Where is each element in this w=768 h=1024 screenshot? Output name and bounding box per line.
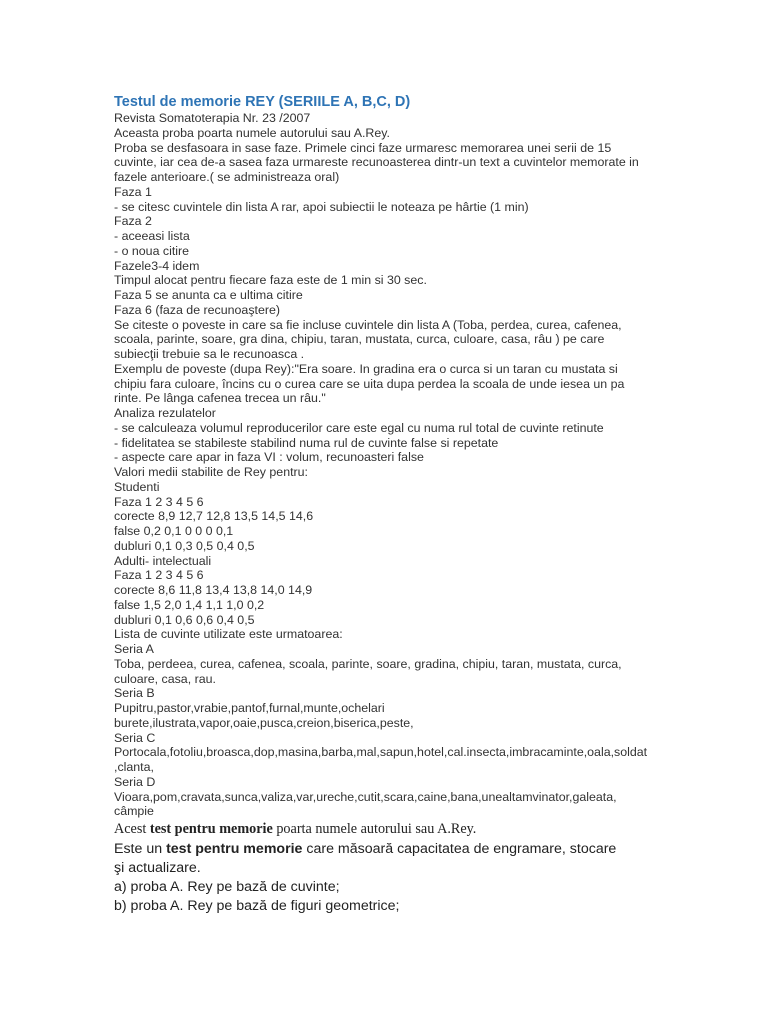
text-line: Faza 6 (faza de recunoaştere) (114, 302, 280, 317)
text-line: corecte 8,9 12,7 12,8 13,5 14,5 14,6 (114, 509, 314, 524)
text-line: Faza 5 se anunta ca e ultima citire (114, 288, 303, 302)
text-line: Fazele3-4 idem (114, 258, 200, 273)
serif-bold: test pentru memorie (149, 821, 273, 837)
text-line: - se calculeaza volumul reproducerilor care este egal cu numa rul total de cuvinte retinute (114, 420, 604, 435)
text-line: burete,ilustrata,vapor,oaie,pusca,creion,biserica,peste, (114, 715, 414, 730)
text-line: Faza 2 (114, 214, 152, 229)
text-line: Studenti (114, 479, 160, 494)
text-line: corecte 8,6 11,8 13,4 13,8 14,0 14,9 (114, 583, 313, 597)
text-line: dubluri 0,1 0,3 0,5 0,4 0,5 (114, 538, 255, 553)
text-line: - se citesc cuvintele din lista A rar, apoi subiectii le noteaza pe hârtie (1 min) (114, 199, 529, 214)
text-line: - o noua citire (114, 243, 190, 258)
document-body (114, 111, 659, 819)
serif-pre: Acest (114, 821, 150, 837)
text-line: Seria B (114, 686, 155, 701)
text-line: scoala, parinte, soare, gra dina, chipiu, taran, mustata, curca, culoare, casa, râu ) pe care (114, 332, 605, 347)
text-line: câmpie (114, 804, 154, 819)
definition-bold: test pentru memorie (166, 841, 303, 857)
text-line: - aspecte care apar in faza VI : volum, recunoasteri false (114, 450, 424, 465)
text-line: Analiza rezulatelor (114, 406, 216, 420)
text-line: - aceeasi lista (114, 229, 190, 243)
text-line: false 1,5 2,0 1,4 1,1 1,0 0,2 (114, 597, 265, 612)
text-line: Seria D (114, 774, 156, 789)
text-line: Valori medii stabilite de Rey pentru: (114, 465, 308, 479)
definition-line-2: şi actualizare. (114, 860, 201, 876)
text-line: Seria A (114, 642, 154, 656)
definition-line-1 (114, 840, 659, 859)
text-line: false 0,2 0,1 0 0 0 0,1 (114, 524, 234, 538)
text-line: Faza 1 (114, 184, 152, 199)
text-line: subiecţii trebuie sa le recunoasca . (114, 347, 305, 361)
text-line: fazele anterioare.( se administreaza oral) (114, 170, 340, 184)
text-line: Portocala,fotoliu,broasca,dop,masina,barba,mal,sapun,hotel,cal.insecta,imbracaminte,oala,soldat (114, 745, 648, 760)
serif-paragraph (114, 821, 659, 838)
text-line: Faza 1 2 3 4 5 6 (114, 568, 204, 583)
definition-pre: Este un (114, 841, 167, 857)
text-line: Exemplu de poveste (dupa Rey):"Era soare. In gradina era o curca si un taran cu mustata si (114, 361, 618, 376)
text-line: Adulti- intelectuali (114, 553, 212, 568)
text-line: cuvinte, iar cea de-a sasea faza urmareste recunoasterea dintr-un text a cuvintelor memorate in (114, 155, 639, 170)
definition-block (114, 840, 659, 916)
serif-post: poarta numele autorului sau A.Rey. (272, 821, 477, 837)
text-line: Timpul alocat pentru fiecare faza este de 1 min si 30 sec. (114, 273, 427, 288)
text-line: Pupitru,pastor,vrabie,pantof,furnal,munte,ochelari (114, 701, 385, 715)
list-item-b: b) proba A. Rey pe bază de figuri geometrice; (114, 898, 400, 914)
list-item-a: a) proba A. Rey pe bază de cuvinte; (114, 879, 340, 895)
text-line: Se citeste o poveste in care sa fie incluse cuvintele din lista A (Toba, perdea, curea, cafenea, (114, 317, 622, 332)
text-line: Lista de cuvinte utilizate este urmatoarea: (114, 627, 343, 642)
document-title: Testul de memorie REY (SERIILE A, B,C, D) (114, 94, 411, 110)
text-line: Aceasta proba poarta numele autorului sau A.Rey. (114, 125, 390, 140)
text-line: Revista Somatoterapia Nr. 23 /2007 (114, 111, 311, 125)
text-line: rinte. Pe lânga cafenea trecea un râu." (114, 391, 326, 406)
text-line: Vioara,pom,cravata,sunca,valiza,var,ureche,cutit,scara,caine,bana,unealtamvinator,galeata, (114, 789, 617, 804)
text-line: culoare, casa, rau. (114, 671, 216, 686)
text-line: Seria C (114, 730, 156, 745)
text-line: Proba se desfasoara in sase faze. Primele cinci faze urmaresc memorarea unei serii de 15 (114, 140, 612, 155)
text-line: dubluri 0,1 0,6 0,6 0,4 0,5 (114, 612, 255, 627)
text-line: Faza 1 2 3 4 5 6 (114, 494, 204, 509)
definition-post: care măsoară capacitatea de engramare, stocare (302, 841, 617, 857)
text-line: - fidelitatea se stabileste stabilind numa rul de cuvinte false si repetate (114, 435, 499, 450)
text-line: chipiu fara culoare, încins cu o curea care se uita dupa perdea la scoala de unde iesea un pa (114, 376, 625, 391)
document (114, 94, 659, 916)
text-line: ,clanta, (114, 760, 154, 774)
text-line: Toba, perdeea, curea, cafenea, scoala, parinte, soare, gradina, chipiu, taran, mustata, curca, (114, 656, 622, 671)
